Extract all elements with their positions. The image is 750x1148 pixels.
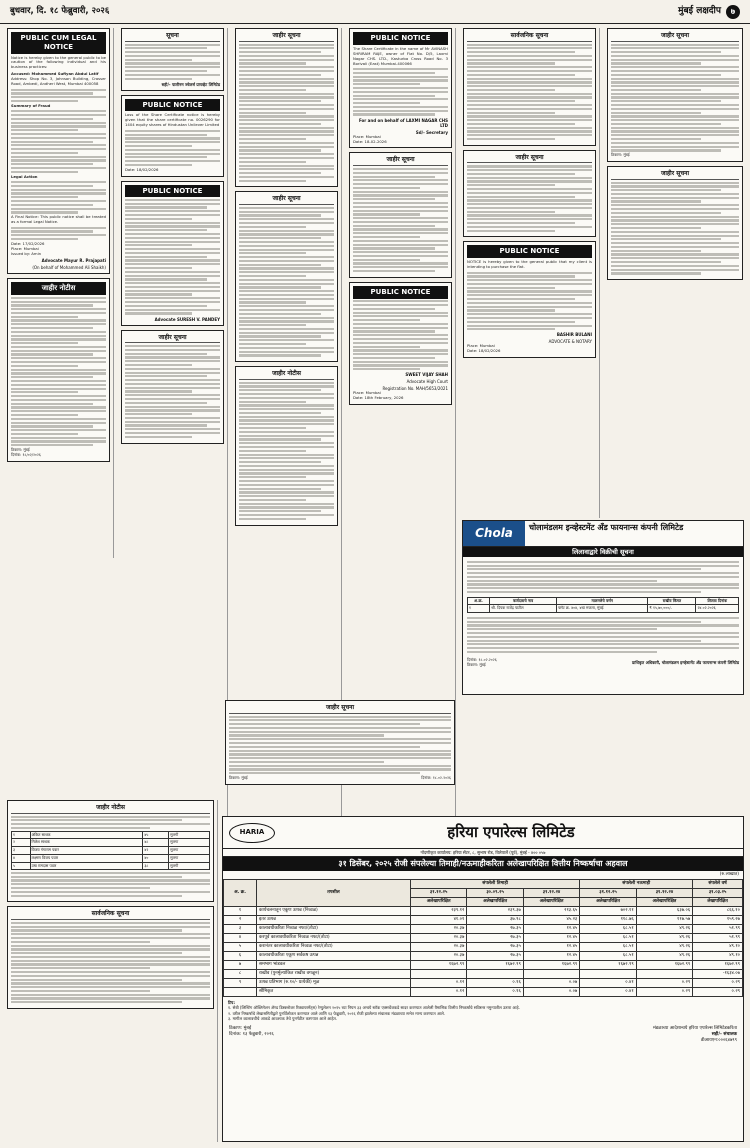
laxmi-nagar-secretary: Sd/- Secretary <box>415 129 448 135</box>
mid-place: ठिकाण: मुंबई <box>229 775 248 780</box>
row-value: ७०२.११ <box>580 906 636 915</box>
lost-notice-sig: सही/- पालीनम ज्वेलर्स प्रायव्हेट लिमिटेड <box>161 81 220 87</box>
chola-auction-table <box>467 597 739 613</box>
table-row <box>224 969 743 978</box>
sarvajanik-bottom-title: सार्वजनिक सूचना <box>11 910 210 920</box>
mid-bottom <box>222 700 458 810</box>
row-value: २७.३५ <box>467 924 523 933</box>
haria-results-title: ३१ डिसेंबर, २०२५ रोजी संपलेल्या तिमाही/नऊमाहीकरिता अलेखापरिक्षित वित्तीय निष्कर्षाचा अहवाल <box>223 857 743 871</box>
row-value: ४९.२६ <box>636 942 692 951</box>
bulani-title: PUBLIC NOTICE <box>467 245 592 258</box>
haria-audit-status: अलेखापरिक्षित <box>410 897 466 906</box>
haria-unit: (रु.लाखात) <box>719 872 739 878</box>
masthead <box>0 0 750 24</box>
haria-note: २. वरील निष्कर्षाचे लेखासमितीद्वारे पुनर्विलोकन करण्यात आले आणि १३ फेब्रुवारी, २०२६ रोजी झालेल्या संचालक मंडळाच्या सभेत मान्य करण्यात आले. <box>228 1010 446 1016</box>
table-cell: मुलगी <box>169 831 210 839</box>
haria-period-header: ३१.१२.२५ <box>410 888 466 897</box>
haria-date: दिनांक: १३ फेब्रुवारी, २०२६ <box>229 1032 274 1038</box>
issue-date: बुधवार, दि. १८ फेब्रुवारी, २०२६ <box>10 6 110 17</box>
haria-period-header: ३१.१२.२५ <box>580 888 636 897</box>
bulani-text: NOTICE is hereby given to the general public that my client is intending to purchase the flat. <box>467 259 592 270</box>
row-value: ६८.५१ <box>580 942 636 951</box>
row-value: १६७२.९९ <box>467 960 523 969</box>
table-row <box>12 862 210 870</box>
haria-signer: सही/- संचालक <box>711 1032 737 1038</box>
row-value: ०.४१ <box>580 987 636 996</box>
column-6 <box>604 28 746 518</box>
public-notice-bulani <box>463 241 596 358</box>
jahir-suchana-col5-title: जाहीर सूचना <box>467 154 592 164</box>
row-sr <box>224 987 257 996</box>
table-cell: निलेश साधक <box>30 839 143 847</box>
bulani-place: Place: Mumbai <box>467 343 495 349</box>
row-value: १२.४५ <box>523 933 579 942</box>
haria-period-header: ३०.०९.२५ <box>467 888 523 897</box>
chola-company-name: चोलामंडलम इन्व्हेस्टमेंट ॲंड फायनान्स कंपनी लिमिटेड <box>529 523 684 532</box>
page-number: ७ <box>726 5 740 19</box>
table-row <box>224 906 743 915</box>
accused-name: Accused: Mohammed Sufiyan Abdul Latif <box>11 71 99 77</box>
row-value: २१३.६५ <box>523 906 579 915</box>
jahir-notice-col1 <box>7 278 110 461</box>
table-cell: १ <box>468 605 490 613</box>
row-value: ०.१६ <box>467 987 523 996</box>
chola-logo: Chola <box>463 521 525 546</box>
haria-table-head <box>224 879 743 906</box>
table-cell: उषा रामदास पवार <box>30 862 143 870</box>
row-value: ८६६.१० <box>693 906 743 915</box>
col4-b-role: Advocate High Court <box>406 379 448 385</box>
table-row <box>224 933 743 942</box>
public-notice-2-advocate: Advocate SURESH V. PANDEY <box>154 316 220 322</box>
bottom-left <box>4 800 218 1142</box>
fraud-summary-heading: Summary of Fraud <box>11 102 51 108</box>
jahir-notice-bottom-title: जाहीर नोटीस <box>11 804 210 814</box>
public-notice-laxmi-nagar <box>349 28 452 148</box>
row-value: ४९.२६ <box>636 933 692 942</box>
row-value: ०.०७ <box>523 978 579 987</box>
column-1 <box>4 28 114 558</box>
jahir-date: दिनांक: १८/०२/२०२६ <box>11 451 41 457</box>
table-row <box>224 978 743 987</box>
haria-for-company: मंडळाच्या आदेशान्वये हरिया एपारेल्स लिमिटेडकरिता <box>653 1026 737 1032</box>
table-cell: लक्ष्मण विजय पवार <box>30 854 143 862</box>
table-row <box>468 605 739 613</box>
haria-group-header: संपलेले वर्ष <box>693 879 743 888</box>
haria-audit-status: लेखापरिक्षित <box>693 897 743 906</box>
col6-place: ठिकाण: मुंबई <box>611 152 630 158</box>
row-value: -१६३४.०७ <box>693 969 743 978</box>
chola-col-header: राखीव किंमत <box>648 597 696 605</box>
row-value: १२.४५ <box>523 951 579 960</box>
col4-b-reg: Registration No. MAH/5653/2021 <box>382 386 448 392</box>
col4-b-signatory: SWEET VIJAY SHAH <box>405 372 448 378</box>
share-loss-date: Date: 18/02/2026 <box>125 166 159 172</box>
jahir-suchana-col6-a-title: जाहीर सूचना <box>611 32 739 42</box>
haria-header-row-1 <box>224 879 743 888</box>
jahir-suchana-col6-b <box>607 166 743 280</box>
haria-period-header: ३१.०३.२५ <box>693 888 743 897</box>
col4-b-place: Place: Mumbai <box>353 390 381 396</box>
mid-date: दिनांक: १८.०२.२०२६ <box>421 775 451 780</box>
row-value: २०.३७ <box>410 951 466 960</box>
haria-address: नोंदणीकृत कार्यालय: हरिया सेंटर, ८, सुभाष रोड, विलेपार्ले (पूर्व), मुंबई - ४०० ०५७ <box>223 849 743 857</box>
row-value <box>410 969 466 978</box>
haria-notes-title: टिप: <box>228 999 235 1005</box>
table-row <box>12 831 210 839</box>
row-label: कालावधीकरिता एकूण सर्वंकष उत्पन्न <box>257 951 411 960</box>
row-value: ०.१६ <box>467 978 523 987</box>
public-notice-share-loss <box>121 95 224 177</box>
row-value: २०.३७ <box>410 933 466 942</box>
row-value: ६८.५१ <box>580 924 636 933</box>
haria-header <box>223 817 743 849</box>
row-value: २३९.३७ <box>467 906 523 915</box>
row-label: राखीव (पुनर्मुल्यांकित राखीव वगळून) <box>257 969 411 978</box>
jahir-suchana-col4-title: जाहीर सूचना <box>353 156 448 166</box>
row-value <box>636 969 692 978</box>
legal-action-heading: Legal Action <box>11 173 38 179</box>
row-value: ०.०७ <box>523 987 579 996</box>
table-cell: ४५ <box>143 831 169 839</box>
jahir-suchana-col6-b-title: जाहीर सूचना <box>611 170 739 180</box>
accused-address: Address: Shop No. 3, Johnson Building, Crosser Road, Ambedi, Andheri West, Mumbai 400058 <box>11 76 106 87</box>
table-row <box>12 854 210 862</box>
row-value: १६७२.९९ <box>523 960 579 969</box>
haria-din: डीआयएन:०००६४७९९ <box>700 1037 737 1043</box>
haria-table-body <box>224 906 743 996</box>
row-sr: ९ <box>224 978 257 987</box>
heirs-table-body <box>12 831 210 870</box>
table-cell: ४० <box>143 854 169 862</box>
row-value <box>467 969 523 978</box>
row-value: ०.२९ <box>636 978 692 987</box>
table-cell: श्री. दिपक राजेंद्र पाटील <box>490 605 557 613</box>
row-value: १६७२.९९ <box>580 960 636 969</box>
row-value: ६३७.०६ <box>636 906 692 915</box>
row-value: १६७२.९९ <box>636 960 692 969</box>
haria-particulars-header: तपशील <box>257 879 411 906</box>
row-value: ४९.१० <box>693 942 743 951</box>
table-row <box>224 987 743 996</box>
row-value: २०.३७ <box>410 924 466 933</box>
row-sr: १ <box>224 906 257 915</box>
final-notice-text: A Final Notice: This public notice shall be treated as a formal Legal Notice. <box>11 214 106 225</box>
table-cell: अंकित साधक <box>30 831 143 839</box>
table-cell: १ <box>12 831 31 839</box>
jahir-notice-bottom <box>7 800 214 902</box>
table-row <box>224 942 743 951</box>
row-value: २०.३७ <box>410 942 466 951</box>
row-value: १६७२.९९ <box>410 960 466 969</box>
table-cell: २४.०२.२०२६ <box>696 605 739 613</box>
haria-audit-status: अलेखापरिक्षित <box>580 897 636 906</box>
haria-sr-header: अ. क्र. <box>224 879 257 906</box>
jahir-suchana-col3-b-title: जाहीर सूचना <box>239 195 334 205</box>
row-value: ६८.५१ <box>580 951 636 960</box>
bulani-advocate: BASHIR BULANI <box>556 332 592 338</box>
row-sr: ८ <box>224 969 257 978</box>
table-cell: ४८ <box>143 839 169 847</box>
row-value: ०.२९ <box>693 987 743 996</box>
haria-note: ३. मागील कालावधीचे आकडे आवश्यक तेथे पुनर्गठीत करण्यात आले आहेत. <box>228 1016 338 1022</box>
table-cell: २ <box>12 839 31 847</box>
on-behalf: (On behalf of Mohammed Ali Shaikh) <box>32 265 106 271</box>
haria-signature-block <box>223 1024 743 1045</box>
laxmi-nagar-text: The Share Certificate in the name of Mr AVINASH SHRIRAM RAJE, owner of Flat No. D/5, Laxmi Nagar CHS. LTD., Kasturba Cross Road No. 3 Borivali (East) Mumbai-400066 <box>353 45 448 66</box>
row-sr: ७ <box>224 960 257 969</box>
jahir-suchana-col4 <box>349 152 452 277</box>
issued-by: Issued by: Amin <box>11 250 42 256</box>
public-cum-legal-notice <box>7 28 110 274</box>
heirs-table <box>11 831 210 871</box>
row-value: १६७२.९९ <box>693 960 743 969</box>
row-value: ०.१२ <box>410 987 466 996</box>
notice-place: Place: Mumbai <box>11 245 39 251</box>
row-value: ०.४१ <box>580 978 636 987</box>
column-5 <box>460 28 600 518</box>
jahir-suchana-col5 <box>463 150 596 238</box>
chola-table-header <box>468 597 739 605</box>
haria-audit-status: अलेखापरिक्षित <box>523 897 579 906</box>
row-value: ४९.२६ <box>636 951 692 960</box>
row-label: समभाग भांडवल <box>257 960 411 969</box>
haria-company-name: हरिया एपारेल्स लिमिटेड <box>447 823 575 842</box>
share-loss-title: PUBLIC NOTICE <box>125 99 220 112</box>
lost-notice <box>121 28 224 91</box>
row-value: १२.४५ <box>523 942 579 951</box>
lost-notice-title: सूचना <box>125 32 220 42</box>
table-cell: ३ <box>12 847 31 855</box>
haria-notes-list <box>228 1005 738 1021</box>
row-value <box>580 969 636 978</box>
chola-col-header: लिलाव दिनांक <box>696 597 739 605</box>
haria-place: ठिकाण: मुंबई <box>229 1026 252 1032</box>
table-cell: ३८ <box>143 862 169 870</box>
table-cell: ४ <box>12 854 31 862</box>
table-cell: मुलगी <box>169 862 210 870</box>
row-label: इतर उत्पन्न <box>257 915 411 924</box>
row-sr: ६ <box>224 951 257 960</box>
row-sr: ४ <box>224 933 257 942</box>
row-sr: ५ <box>224 942 257 951</box>
notice-intro: Notice is hereby given to the general public to be caution of the following individual and his business practices: <box>11 54 106 70</box>
laxmi-nagar-place: Place: Mumbai <box>353 133 381 139</box>
haria-period-header: ३१.१२.२४ <box>636 888 692 897</box>
jahir-suchana-col6-a <box>607 28 743 162</box>
chola-col-header: कर्जदाराचे नाव <box>490 597 557 605</box>
haria-audit-status: अलेखापरिक्षित <box>636 897 692 906</box>
row-value: १२.४५ <box>523 924 579 933</box>
row-value: २३९.१२ <box>410 906 466 915</box>
chola-header <box>463 521 743 547</box>
row-value: ५१.९९ <box>693 924 743 933</box>
bulani-date: Date: 18/02/2026 <box>467 348 501 354</box>
row-value: ०.१२ <box>410 978 466 987</box>
haria-note: १. सेबी (लिस्टिंग ऑब्लिगेशन ॲण्ड डिस्क्लोजर रिक्वायरमेंट्स) रेग्युलेशन २०१५ च्या नियम ३३ अन्वये स्टॉक एक्सचेंजकडे सादर करण्यात आलेली त्रैमासिक वित्तीय निष्कर्षाचे सविस्तर नमुन्यातील उतारा आहे. <box>228 1005 520 1011</box>
sarvajanik-suchana-col5 <box>463 28 596 146</box>
row-value: १५९.२७ <box>693 915 743 924</box>
table-row <box>224 915 743 924</box>
brand-name: मुंबई लक्षदीप <box>678 5 721 16</box>
jahir-suchana-col2-title: जाहीर सूचना <box>125 334 220 344</box>
row-value: ०.२९ <box>693 978 743 987</box>
row-value: ४५.२३ <box>523 915 579 924</box>
table-row <box>224 924 743 933</box>
row-label: सौमिकृत <box>257 987 411 996</box>
jahir-notice-col3-title: जाहीर नोटीस <box>239 370 334 380</box>
haria-notes <box>223 997 743 1025</box>
bulani-role: ADVOCATE & NOTARY <box>548 339 592 345</box>
haria-logo: HARIA <box>229 823 275 843</box>
notice-title: PUBLIC CUM LEGAL NOTICE <box>11 32 106 54</box>
notice-date: Date: 17/02/2026 <box>11 240 45 246</box>
table-cell: विजय गंगाराम पवार <box>30 847 143 855</box>
row-value: ५१.९९ <box>693 933 743 942</box>
table-row <box>12 839 210 847</box>
haria-results-table <box>223 879 743 997</box>
column-2 <box>118 28 228 818</box>
laxmi-nagar-for: For and on behalf of LAXMI NAGAR CHS LTD <box>358 117 448 128</box>
jahir-suchana-col3-b <box>235 191 338 362</box>
newspaper-brand <box>678 5 740 19</box>
public-notice-2-title: PUBLIC NOTICE <box>125 185 220 198</box>
table-cell: ₹ १५,७०,०००/- <box>648 605 696 613</box>
row-sr: ३ <box>224 924 257 933</box>
table-cell: मुलगा <box>169 839 210 847</box>
row-value: २७.३५ <box>467 933 523 942</box>
row-value: ४९.१० <box>693 951 743 960</box>
table-cell: मुलगा <box>169 847 210 855</box>
row-value: ३७.९८ <box>467 915 523 924</box>
chola-subtitle: लिलावाद्वारे विक्रीची सूचना <box>463 547 743 557</box>
haria-group-header: संपलेली नऊमाही <box>580 879 693 888</box>
table-cell: मुलगा <box>169 854 210 862</box>
public-notice-2 <box>121 181 224 326</box>
row-label: उत्पन्न प्रतिभाग (रु.१०/- प्रत्येकी) मूळ <box>257 978 411 987</box>
row-value: ४१.०१ <box>410 915 466 924</box>
haria-financial-results <box>222 816 744 1142</box>
chola-col-header: मालमत्तेचे वर्णन <box>557 597 648 605</box>
row-value: २७.३५ <box>467 951 523 960</box>
jahir-notice-title: जाहीर नोटीस <box>11 282 106 295</box>
chola-col-header: अ.क्र. <box>468 597 490 605</box>
haria-group-header: संपलेली तिमाही <box>410 879 579 888</box>
row-label: कार्यचलनातून एकूण उत्पन्न (निव्वळ) <box>257 906 411 915</box>
row-label: कालावधीकरिता निव्वळ नफा/(तोटा) <box>257 924 411 933</box>
row-sr: २ <box>224 915 257 924</box>
chola-auction-notice <box>462 520 744 695</box>
sarvajanik-suchana-bottom <box>7 906 214 1009</box>
row-value: ११८.७६ <box>580 915 636 924</box>
row-value: ४९.२६ <box>636 924 692 933</box>
col4-b-date: Date: 18th February, 2026 <box>353 395 404 401</box>
table-row <box>224 951 743 960</box>
row-value: ११७.५७ <box>636 915 692 924</box>
table-cell: फ्लॅट क्र. ४०४, ४था मजला, मुंबई <box>557 605 648 613</box>
table-row <box>224 960 743 969</box>
row-value: २७.३५ <box>467 942 523 951</box>
advocate-signatory: Advocate Mayur R. Prajapati <box>41 258 106 264</box>
chola-signatory: प्राधिकृत अधिकारी, चोलामंडलम इन्व्हेस्टमेंट ॲंड फायनान्स कंपनी लिमिटेड <box>632 659 739 665</box>
table-row <box>12 847 210 855</box>
laxmi-nagar-title: PUBLIC NOTICE <box>353 32 448 45</box>
chola-table-body <box>468 605 739 613</box>
table-cell: ४२ <box>143 847 169 855</box>
sarvajanik-col5-title: सार्वजनिक सूचना <box>467 32 592 42</box>
row-label: करानंतर कालावधीकरिता निव्वळ नफा/(तोटा) <box>257 942 411 951</box>
col4-b-title: PUBLIC NOTICE <box>353 286 448 299</box>
jahir-suchana-mid-title: जाहीर सूचना <box>229 704 451 714</box>
jahir-suchana-mid <box>225 700 455 785</box>
chola-place: ठिकाण: मुंबई <box>467 661 486 667</box>
haria-audit-status: अलेखापरिक्षित <box>467 897 523 906</box>
share-loss-text: Loss of the Share Certificate notice is hereby given that the share certificate no. 0026290 for 1404 equity shares of Hindustan Unilever Limited <box>125 112 220 128</box>
table-cell: ५ <box>12 862 31 870</box>
row-label: करपूर्व कालावधीकरिता निव्वळ नफा/(तोटा) <box>257 933 411 942</box>
row-value: ०.२९ <box>636 987 692 996</box>
row-value <box>523 969 579 978</box>
public-notice-col4-b <box>349 282 452 405</box>
haria-period-header: ३१.१२.२४ <box>523 888 579 897</box>
jahir-notice-col3 <box>235 366 338 525</box>
chola-date: दिनांक: १८.०२.२०२६ <box>467 656 497 662</box>
jahir-suchana-col3-a-title: जाहीर सूचना <box>239 32 334 42</box>
jahir-suchana-col3-a <box>235 28 338 187</box>
laxmi-nagar-date: Date: 18-02-2026 <box>353 138 387 144</box>
row-value: ६८.५१ <box>580 933 636 942</box>
jahir-suchana-col2 <box>121 330 224 444</box>
jahir-place: ठिकाण: मुंबई <box>11 447 30 453</box>
